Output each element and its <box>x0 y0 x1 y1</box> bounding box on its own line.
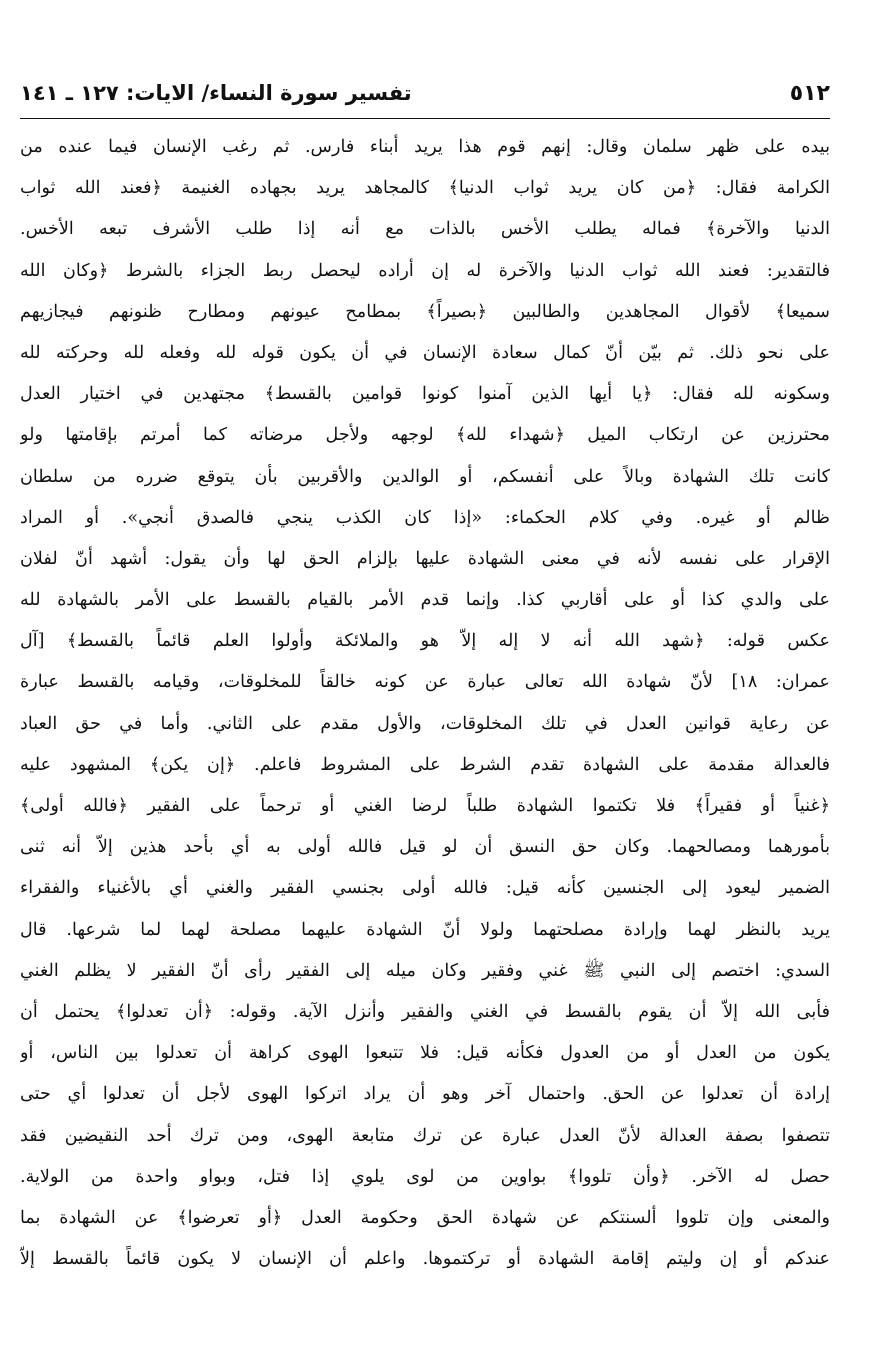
running-title: تفسير سورة النساء/ الايات: ١٢٧ ـ ١٤١ <box>20 81 412 105</box>
text-line: على نحو ذلك. ثم بيّن أنّ كمال سعادة الإنسان في أن يكون قوله لله وفعله لله وحركته لله <box>20 342 830 363</box>
text-line: الدنيا والآخرة﴾ فماله يطلب الأخس بالذات مع أنه إذا طلب الأشرف تبعه الأخس. <box>20 219 830 240</box>
page-header <box>20 70 830 116</box>
text-line: الكرامة فقال: ﴿من كان يريد ثواب الدنيا﴾ كالمجاهد يريد بجهاده الغنيمة ﴿فعند الله ثواب <box>20 178 830 199</box>
text-line: يريد بالنظر لهما وإرادة مصلحتهما ولولا أنّ الشهادة عليهما مصلحة لهما لما شرعها. قال <box>20 919 830 940</box>
text-line: وسكونه لله فقال: ﴿يا أيها الذين آمنوا كونوا قوامين بالقسط﴾ مجتهدين في اختيار العدل <box>20 384 830 405</box>
text-line: فالعدالة مقدمة على الشهادة تقدم الشرط على المشروط فاعلم. ﴿إن يكن﴾ المشهود عليه <box>20 754 830 775</box>
text-line: ﴿غنياً أو فقيراً﴾ فلا تكتموا الشهادة طلباً لرضا الغني أو ترحماً على الفقير ﴿فالله أولى﴾ <box>20 796 830 816</box>
text-line: يكون من العدل أو من العدول فكأنه قيل: فلا تتبعوا الهوى كراهة أن تعدلوا بين الناس، أو <box>20 1043 830 1064</box>
text-line: على والدي كذا أو على أقاربي كذا. وإنما قدم الأمر بالقيام بالقسط على الأمر بالشهادة لله <box>20 590 830 611</box>
text-line: السدي: اختصم إلى النبي ﷺ غني وفقير وكان ميله إلى الفقير رأى أنّ الفقير لا يظلم الغني <box>20 960 830 981</box>
text-line: إرادة أن تعدلوا عن الحق. واحتمال آخر وهو أن يراد اتركوا الهوى لأجل أن تعدلوا أي حتى <box>20 1084 830 1105</box>
text-line: كانت تلك الشهادة وبالاً على أنفسكم، أو الوالدين والأقربين بأن يتوقع ضرره من سلطان <box>20 466 830 487</box>
header-divider <box>20 118 830 119</box>
text-line: سميعا﴾ لأقوال المجاهدين والطالبين ﴿بصيراً﴾ بمطامح عيونهم ومطارح ظنونهم فيجازيهم <box>20 301 830 322</box>
text-line: ظالم أو غيره. وفي كلام الحكماء: «إذا كان الكذب ينجي فالصدق أنجي». أو المراد <box>20 507 830 528</box>
text-line: فالتقدير: فعند الله ثواب الدنيا والآخرة له إن أراده ليحصل ربط الجزاء بالشرط ﴿وكان الله <box>20 260 830 281</box>
text-line: بيده على ظهر سلمان وقال: إنهم قوم هذا يريد أبناء فارس. ثم رغب الإنسان فيما عنده من <box>20 137 830 157</box>
text-line: تتصفوا بصفة العدالة لأنّ العدل عبارة عن ترك متابعة الهوى، ومن ترك أحد النقيضين فقد <box>20 1125 830 1146</box>
text-line: الإقرار على نفسه لأنه في معنى الشهادة عليها بإلزام الحق لها وأن يقول: أشهد أنّ لفلان <box>20 548 830 569</box>
page-number: ٥١٢ <box>789 80 830 106</box>
text-line: حصل له الآخر. ﴿وأن تلووا﴾ بواوين من لوى يلوي إذا فتل، وبواو واحدة من الولاية. <box>20 1166 830 1187</box>
text-line: فأبى الله إلاّ أن يقوم بالقسط في الغني والفقير وأنزل الآية. وقوله: ﴿أن تعدلوا﴾ يحتمل أن <box>20 1001 830 1022</box>
text-line: عن رعاية قوانين العدل في تلك المخلوقات، والأول مقدم على الثاني. وأما في حق العباد <box>20 713 830 734</box>
text-line: بأمورهما ومصالحهما. وكان حق النسق أن لو قيل فالله أولى به أي بأحد هذين إلاّ أنه ثنى <box>20 837 830 858</box>
text-line: عكس قوله: ﴿شهد الله أنه لا إله إلاّ هو والملائكة وأولوا العلم قائماً بالقسط﴾ [آل <box>20 631 830 652</box>
text-line: والمعنى وإن تلووا ألسنتكم عن شهادة الحق وحكومة العدل ﴿أو تعرضوا﴾ عن الشهادة بما <box>20 1207 830 1228</box>
text-line: الضمير ليعود إلى الجنسين كأنه قيل: فالله أولى بجنسي الفقير والغني أي بالأغنياء والفقراء <box>20 878 830 899</box>
text-line: عندكم أو إن وليتم إقامة الشهادة أو تركتموها. واعلم أن الإنسان لا يكون قائماً بالقسط إلاّ <box>20 1249 830 1270</box>
text-line: عمران: ١٨] لأنّ شهادة الله تعالى عبارة عن كونه خالقاً للمخلوقات، وقيامه بالقسط عبارة <box>20 672 830 693</box>
body-text <box>20 127 830 1280</box>
text-line: محترزين عن ارتكاب الميل ﴿شهداء لله﴾ لوجهه ولأجل مرضاته كما أمرتم بإقامتها ولو <box>20 425 830 446</box>
